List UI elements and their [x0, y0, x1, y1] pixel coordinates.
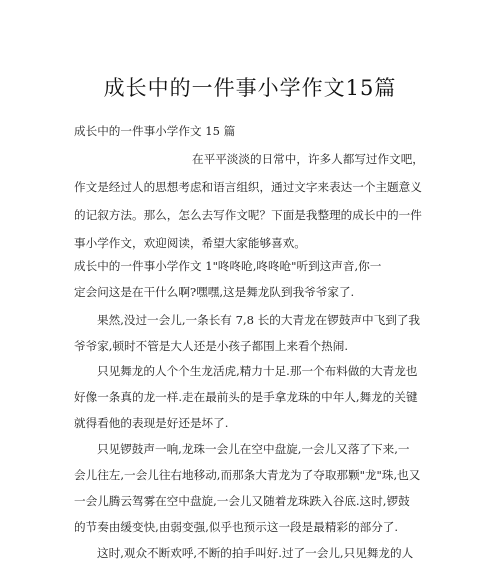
subtitle-line: 成长中的一件事小学作文 15 篇: [74, 124, 236, 138]
paragraph-line: 果然,没过一会儿,一条长有 7,8 长的大青龙在锣鼓声中飞到了我: [97, 313, 421, 327]
paragraph-line: 爷爷家,顿时不管是大人还是小孩子都围上来看个热闹.: [74, 339, 349, 353]
paragraph-line: 定会问这是在干什么啊?嘿嘿,这是舞龙队到我爷爷家了.: [74, 285, 355, 299]
document-title: 成长中的一件事小学作文15篇: [103, 76, 397, 100]
paragraph-line: 一会儿腾云驾雾在空中盘旋,一会儿又随着龙珠跌入谷底.这时,锣鼓: [74, 494, 410, 508]
paragraph-line: 会儿往左,一会儿往右地移动,而那条大青龙为了夺取那颗"龙"珠,也又: [74, 468, 421, 482]
paragraph-line: 就得看他的表现是好还是坏了.: [74, 416, 229, 430]
paragraph-line: 的记叙方法。那么，怎么去写作文呢？下面是我整理的成长中的一件: [74, 208, 422, 222]
paragraph-line: 只见舞龙的人个个生龙活虎,精力十足.那一个布料做的大青龙也: [97, 364, 418, 378]
paragraph-line: 好像一条真的龙一样.走在最前头的是手拿龙珠的中年人,舞龙的关键: [74, 390, 418, 404]
paragraph-line: 事小学作文，欢迎阅读，希望大家能够喜欢。: [74, 236, 306, 250]
paragraph-line: 只见锣鼓声一响,龙珠一会儿在空中盘旋,一会儿又落了下来,一: [97, 442, 410, 456]
paragraph-line: 在平平淡淡的日常中，许多人都写过作文吧，: [192, 152, 424, 166]
paragraph-line: 这时,观众不断欢呼,不断的拍手叫好.过了一会儿,只见舞龙的人: [97, 546, 414, 560]
paragraph-line: 成长中的一件事小学作文 1"咚咚呛,咚咚呛"听到这声音,你一: [74, 259, 382, 273]
paragraph-line: 作文是经过人的思想考虑和语言组织，通过文字来表达一个主题意义: [74, 180, 422, 194]
paragraph-line: 的节奏由缓变快,由弱变强,似乎也预示这一段是最精彩的部分了.: [74, 520, 399, 534]
